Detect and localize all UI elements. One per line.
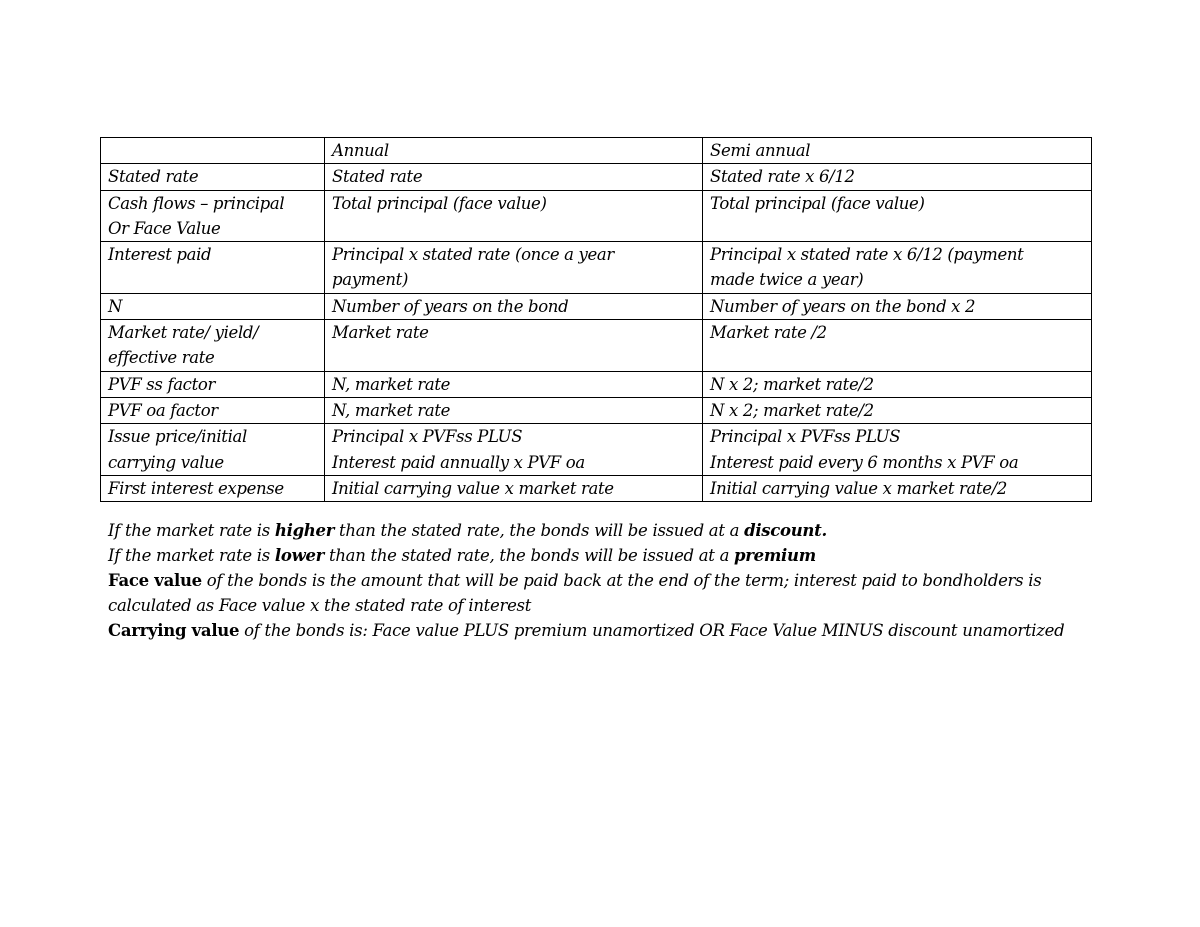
table-cell: Principal x PVFss PLUS Interest paid annually x PVF oa — [325, 424, 703, 476]
table-cell: Principal x stated rate x 6/12 (payment made twice a year) — [703, 242, 1092, 294]
table-cell: Number of years on the bond — [325, 293, 703, 319]
table-row — [101, 475, 1092, 501]
table-cell: N x 2; market rate/2 — [703, 397, 1092, 423]
table-cell: Market rate — [325, 320, 703, 372]
table-cell: Principal x PVFss PLUS Interest paid every 6 months x PVF oa — [703, 424, 1092, 476]
row-label: Market rate/ yield/ effective rate — [101, 320, 325, 372]
row-label: PVF oa factor — [101, 397, 325, 423]
note-text: If the market rate is — [108, 521, 275, 540]
note-higher-rate — [108, 518, 1068, 543]
table-row — [101, 164, 1092, 190]
note-text: than the stated rate, the bonds will be issued at a — [334, 521, 745, 540]
note-text: of the bonds is: Face value PLUS premium unamortized OR Face Value MINUS discount unamortized — [239, 621, 1065, 640]
row-label: PVF ss factor — [101, 371, 325, 397]
column-header-semi-annual: Semi annual — [703, 138, 1092, 164]
table-cell: Principal x stated rate (once a year payment) — [325, 242, 703, 294]
table-cell: Market rate /2 — [703, 320, 1092, 372]
note-text: of the bonds is the amount that will be paid back at the end of the term; interest paid to bondholders is calculated as Face value x the stated rate of interest — [108, 571, 1042, 615]
table-row — [101, 320, 1092, 372]
note-term: Face value — [108, 571, 202, 590]
note-emphasis: higher — [274, 521, 335, 540]
note-carrying-value — [108, 618, 1068, 643]
column-header-annual: Annual — [325, 138, 703, 164]
table-row — [101, 138, 1092, 164]
table-row — [101, 424, 1092, 476]
row-label: Cash flows – principal Or Face Value — [101, 190, 325, 242]
table-cell: N, market rate — [325, 397, 703, 423]
table-cell: Stated rate x 6/12 — [703, 164, 1092, 190]
table-cell — [101, 138, 325, 164]
note-emphasis: premium — [734, 546, 816, 565]
table-cell: Number of years on the bond x 2 — [703, 293, 1092, 319]
bond-comparison-table — [100, 137, 1092, 502]
notes-section — [108, 518, 1068, 643]
note-text: than the stated rate, the bonds will be issued at a — [324, 546, 735, 565]
table-row — [101, 293, 1092, 319]
note-emphasis: lower — [274, 546, 325, 565]
table-row — [101, 242, 1092, 294]
table-cell: Initial carrying value x market rate — [325, 475, 703, 501]
row-label: Interest paid — [101, 242, 325, 294]
note-lower-rate — [108, 543, 1068, 568]
table-row — [101, 371, 1092, 397]
table-cell: Initial carrying value x market rate/2 — [703, 475, 1092, 501]
note-text: If the market rate is — [108, 546, 275, 565]
row-label: Stated rate — [101, 164, 325, 190]
table-cell: Stated rate — [325, 164, 703, 190]
table-row — [101, 397, 1092, 423]
table-cell: N x 2; market rate/2 — [703, 371, 1092, 397]
note-face-value — [108, 568, 1068, 618]
row-label: First interest expense — [101, 475, 325, 501]
note-emphasis: discount. — [744, 521, 827, 540]
table-row — [101, 190, 1092, 242]
table-cell: Total principal (face value) — [703, 190, 1092, 242]
row-label: Issue price/initial carrying value — [101, 424, 325, 476]
row-label: N — [101, 293, 325, 319]
note-term: Carrying value — [108, 621, 240, 640]
table-cell: Total principal (face value) — [325, 190, 703, 242]
table-cell: N, market rate — [325, 371, 703, 397]
